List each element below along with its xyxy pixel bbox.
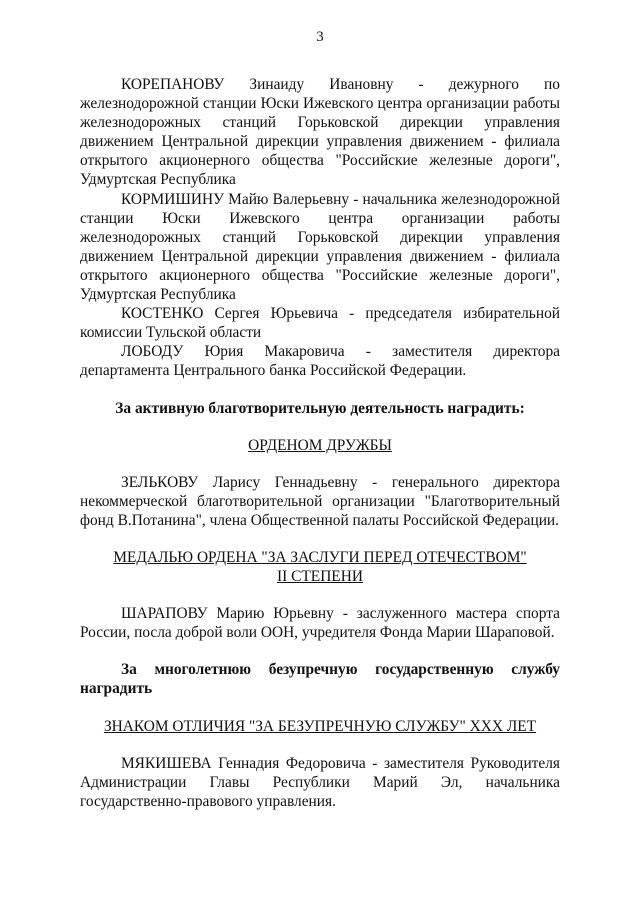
award-title-badge-30-years: ЗНАКОМ ОТЛИЧИЯ "ЗА БЕЗУПРЕЧНУЮ СЛУЖБУ" XXX ЛЕТ [103,717,537,735]
award-entry-loboda: ЛОБОДУ Юрия Макаровича - заместителя директора департамента Центрального банка Российской Федерации. [80,343,560,380]
award-entry-korepanova: КОРЕПАНОВУ Зинаиду Ивановну - дежурного по железнодорожной станции Юски Ижевского центра организации работы железнодорожных станций Горьковской дирекции управления движением Центральной дирекции управления движением - филиала открытого акционерного общества "Российские железные дороги", Удмуртская Республика [80,76,560,189]
award-entry-myakisheva: МЯКИШЕВА Геннадия Федоровича - заместителя Руководителя Администрации Главы Республики Марий Эл, начальника государственно-правового управления. [80,754,560,810]
award-entry-kormishina: КОРМИШИНУ Майю Валерьевну - начальника железнодорожной станции Юски Ижевского центра организации работы железнодорожных станций Горьковской дирекции управления движением Центральной дирекции управления движением - филиала открытого акционерного общества "Российские железные дороги", Удмуртская Республика [80,190,560,304]
award-title-order-of-friendship: ОРДЕНОМ ДРУЖБЫ [248,436,392,454]
section-heading-charity: За активную благотворительную деятельность наградить: [115,399,525,417]
section-heading-civil-service: За многолетнюю безупречную государственную службу наградить [80,661,560,698]
award-entry-zelkova: ЗЕЛЬКОВУ Ларису Геннадьевну - генерального директора некоммерческой благотворительной организации "Благотворительный фонд В.Потанина", члена Общественной палаты Российской Федерации. [80,473,560,529]
award-title-medal-line1: МЕДАЛЬЮ ОРДЕНА "ЗА ЗАСЛУГИ ПЕРЕД ОТЕЧЕСТВОМ" [113,548,527,566]
award-title-medal-line2: II СТЕПЕНИ [277,568,363,586]
page-number: 3 [316,29,324,45]
award-entry-kostenko: КОСТЕНКО Сергея Юрьевича - председателя избирательной комиссии Тульской области [80,305,560,342]
document-body [80,75,560,811]
award-entry-sharapova: ШАРАПОВУ Марию Юрьевну - заслуженного мастера спорта России, посла доброй воли ООН, учредителя Фонда Марии Шараповой. [80,605,560,642]
